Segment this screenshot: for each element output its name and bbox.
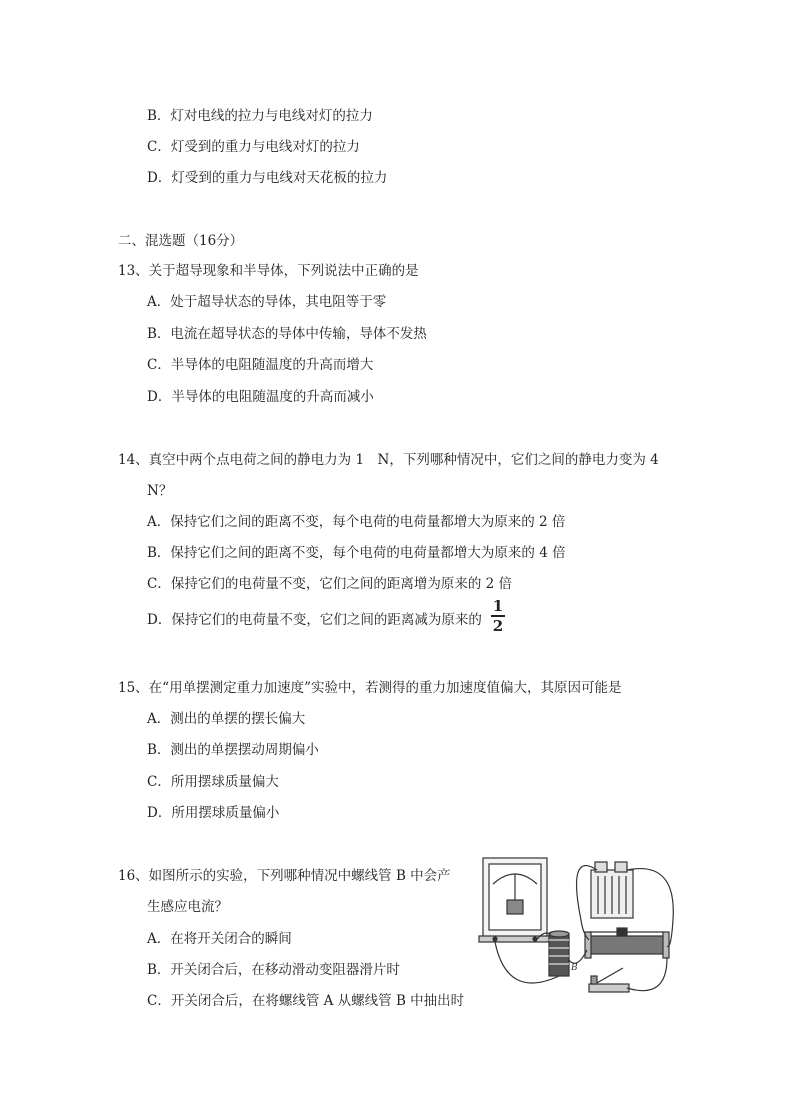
q13-option-a: A．处于超导状态的导体，其电阻等于零 xyxy=(147,294,387,310)
battery-icon xyxy=(591,862,633,918)
fraction-numerator: 1 xyxy=(492,597,504,615)
q15-option-d: D．所用摆球质量偏小 xyxy=(147,805,280,821)
q13-option-d: D．半导体的电阻随温度的升高而减小 xyxy=(147,389,374,405)
q16-stem-line2: 生感应电流？ xyxy=(147,899,228,915)
switch-icon xyxy=(589,968,629,992)
q14-option-a: A．保持它们之间的距离不变，每个电荷的电荷量都增大为原来的 2 倍 xyxy=(147,514,566,530)
q16-option-c: C．开关闭合后，在将螺线管 A 从螺线管 B 中抽出时 xyxy=(147,993,465,1009)
q13-option-b: B．电流在超导状态的导体中传输，导体不发热 xyxy=(147,326,427,342)
q14-option-b: B．保持它们之间的距离不变，每个电荷的电荷量都增大为原来的 4 倍 xyxy=(147,545,566,561)
q12-option-c: C．灯受到的重力与电线对灯的拉力 xyxy=(147,139,360,155)
q16-stem-line1: 16、如图所示的实验，下列哪种情况中螺线管 B 中会产 xyxy=(118,868,451,884)
q16-option-b: B．开关闭合后，在移动滑动变阻器滑片时 xyxy=(147,962,400,978)
q14-option-c: C．保持它们的电荷量不变，它们之间的距离增为原来的 2 倍 xyxy=(147,576,513,592)
section-title: 二、混选题（16分） xyxy=(118,233,244,249)
fraction-one-half xyxy=(491,598,505,634)
solenoid-icon xyxy=(549,931,569,976)
figure-label-b: B xyxy=(571,963,578,973)
q14-stem-line1: 14、真空中两个点电荷之间的静电力为 1 N，下列哪种情况中，它们之间的静电力变为 4 xyxy=(118,452,659,468)
q12-option-d: D．灯受到的重力与电线对天花板的拉力 xyxy=(147,170,388,186)
q13-option-c: C．半导体的电阻随温度的升高而增大 xyxy=(147,357,374,373)
rheostat-icon xyxy=(585,928,669,958)
q15-option-c: C．所用摆球质量偏大 xyxy=(147,774,279,790)
q16-option-a: A．在将开关闭合的瞬间 xyxy=(147,931,292,947)
q13-stem: 13、关于超导现象和半导体，下列说法中正确的是 xyxy=(118,263,419,279)
q15-option-a: A．测出的单摆的摆长偏大 xyxy=(147,711,306,727)
q15-option-b: B．测出的单摆摆动周期偏小 xyxy=(147,742,319,758)
q14-option-d: D．保持它们的电荷量不变，它们之间的距离减为原来的 xyxy=(147,612,482,628)
q14-stem-line2: N？ xyxy=(147,483,173,499)
circuit-figure xyxy=(477,850,687,1005)
q12-option-b: B．灯对电线的拉力与电线对灯的拉力 xyxy=(147,108,373,124)
galvanometer-icon xyxy=(479,858,551,942)
q15-stem: 15、在“用单摆测定重力加速度”实验中，若测得的重力加速度值偏大，其原因可能是 xyxy=(118,680,622,696)
fraction-denominator: 2 xyxy=(492,616,504,635)
